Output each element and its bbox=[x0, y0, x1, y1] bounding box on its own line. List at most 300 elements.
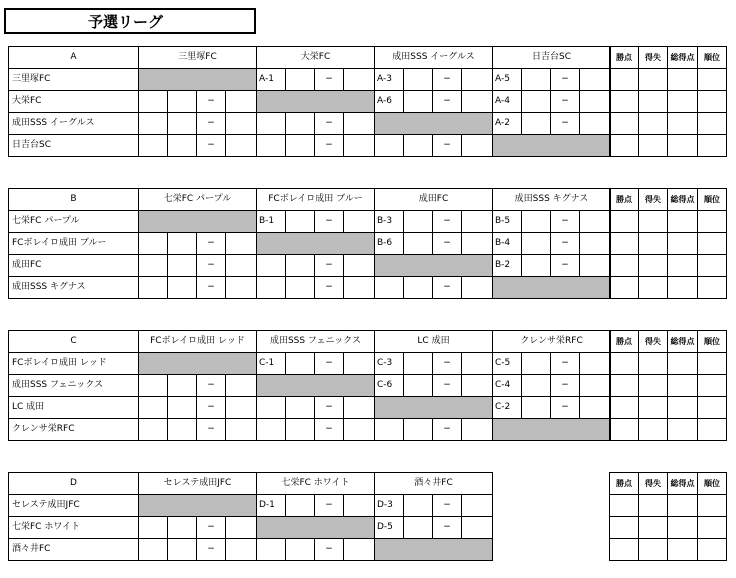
score-home-cell[interactable] bbox=[168, 397, 197, 419]
team-row bbox=[9, 211, 611, 233]
match-id: B-3 bbox=[375, 211, 404, 233]
group-label: B bbox=[9, 189, 139, 211]
column-team-header: 成田SSS イーグルス bbox=[375, 47, 493, 69]
score-separator: − bbox=[551, 233, 580, 255]
self-match-block bbox=[139, 211, 257, 233]
score-home-cell[interactable] bbox=[522, 375, 551, 397]
match-id: C-6 bbox=[375, 375, 404, 397]
score-separator: − bbox=[315, 69, 344, 91]
score-home-cell[interactable] bbox=[522, 69, 551, 91]
match-id bbox=[375, 277, 404, 299]
stats-cell[interactable] bbox=[668, 277, 698, 299]
row-team-name: クレンサ栄RFC bbox=[9, 419, 139, 441]
score-separator: − bbox=[315, 255, 344, 277]
match-id: A-4 bbox=[493, 91, 522, 113]
score-home-cell[interactable] bbox=[286, 255, 315, 277]
column-team-header: 大栄FC bbox=[257, 47, 375, 69]
score-away-cell[interactable] bbox=[226, 375, 257, 397]
stats-cell[interactable] bbox=[610, 353, 639, 375]
score-home-cell[interactable] bbox=[522, 255, 551, 277]
score-home-cell[interactable] bbox=[404, 277, 433, 299]
score-home-cell[interactable] bbox=[168, 135, 197, 157]
score-away-cell[interactable] bbox=[580, 211, 611, 233]
team-row bbox=[9, 419, 611, 441]
match-id bbox=[139, 517, 168, 539]
score-home-cell[interactable] bbox=[168, 113, 197, 135]
score-away-cell[interactable] bbox=[462, 91, 493, 113]
self-match-block bbox=[375, 113, 493, 135]
stats-cell[interactable] bbox=[610, 517, 639, 539]
match-id: C-2 bbox=[493, 397, 522, 419]
match-id bbox=[139, 397, 168, 419]
score-home-cell[interactable] bbox=[522, 353, 551, 375]
stats-cell[interactable] bbox=[668, 211, 698, 233]
column-team-header: クレンサ栄RFC bbox=[493, 331, 611, 353]
row-team-name: 七栄FC パープル bbox=[9, 211, 139, 233]
score-away-cell[interactable] bbox=[462, 233, 493, 255]
score-home-cell[interactable] bbox=[286, 539, 315, 561]
stats-cell[interactable] bbox=[668, 69, 698, 91]
group-table-a bbox=[8, 46, 611, 157]
score-separator: − bbox=[433, 495, 462, 517]
stats-cell[interactable] bbox=[610, 397, 639, 419]
row-team-name: 七栄FC ホワイト bbox=[9, 517, 139, 539]
score-home-cell[interactable] bbox=[168, 375, 197, 397]
match-id bbox=[139, 91, 168, 113]
stats-cell[interactable] bbox=[698, 375, 727, 397]
score-separator: − bbox=[315, 419, 344, 441]
team-row bbox=[9, 91, 611, 113]
stats-row bbox=[610, 277, 727, 299]
stats-row bbox=[610, 539, 727, 561]
score-away-cell[interactable] bbox=[580, 375, 611, 397]
score-away-cell[interactable] bbox=[226, 135, 257, 157]
row-team-name: 日吉台SC bbox=[9, 135, 139, 157]
score-away-cell[interactable] bbox=[580, 113, 611, 135]
self-match-block bbox=[375, 397, 493, 419]
stats-cell[interactable] bbox=[698, 495, 727, 517]
stats-header: 勝点 bbox=[610, 473, 639, 495]
stats-cell[interactable] bbox=[698, 353, 727, 375]
score-away-cell[interactable] bbox=[344, 69, 375, 91]
group-label: A bbox=[9, 47, 139, 69]
stats-header: 得失 bbox=[639, 47, 668, 69]
score-home-cell[interactable] bbox=[522, 113, 551, 135]
match-id: B-6 bbox=[375, 233, 404, 255]
score-home-cell[interactable] bbox=[286, 277, 315, 299]
score-separator: − bbox=[433, 211, 462, 233]
score-home-cell[interactable] bbox=[404, 135, 433, 157]
team-row bbox=[9, 517, 493, 539]
match-id bbox=[257, 277, 286, 299]
stats-table-c bbox=[609, 330, 727, 441]
score-away-cell[interactable] bbox=[462, 419, 493, 441]
score-separator: − bbox=[197, 255, 226, 277]
team-row bbox=[9, 135, 611, 157]
header-row bbox=[9, 189, 611, 211]
score-home-cell[interactable] bbox=[404, 69, 433, 91]
stats-cell[interactable] bbox=[610, 113, 639, 135]
stats-cell[interactable] bbox=[668, 375, 698, 397]
score-away-cell[interactable] bbox=[344, 277, 375, 299]
score-away-cell[interactable] bbox=[344, 419, 375, 441]
stats-cell[interactable] bbox=[698, 255, 727, 277]
score-home-cell[interactable] bbox=[168, 255, 197, 277]
team-row bbox=[9, 495, 493, 517]
score-away-cell[interactable] bbox=[226, 255, 257, 277]
stats-header: 総得点 bbox=[668, 473, 698, 495]
score-home-cell[interactable] bbox=[404, 91, 433, 113]
match-id bbox=[257, 419, 286, 441]
score-separator: − bbox=[315, 135, 344, 157]
score-away-cell[interactable] bbox=[462, 517, 493, 539]
score-away-cell[interactable] bbox=[344, 211, 375, 233]
score-separator: − bbox=[315, 211, 344, 233]
score-separator: − bbox=[551, 397, 580, 419]
column-team-header: 三里塚FC bbox=[139, 47, 257, 69]
stats-cell[interactable] bbox=[639, 135, 668, 157]
score-away-cell[interactable] bbox=[344, 113, 375, 135]
self-match-block bbox=[257, 91, 375, 113]
score-separator: − bbox=[315, 495, 344, 517]
stats-header: 得失 bbox=[639, 189, 668, 211]
score-home-cell[interactable] bbox=[286, 397, 315, 419]
match-id bbox=[375, 135, 404, 157]
self-match-block bbox=[493, 419, 611, 441]
stats-row bbox=[610, 495, 727, 517]
stats-row bbox=[610, 91, 727, 113]
score-separator: − bbox=[315, 397, 344, 419]
match-id bbox=[257, 255, 286, 277]
row-team-name: セレステ成田JFC bbox=[9, 495, 139, 517]
stats-cell[interactable] bbox=[610, 419, 639, 441]
score-home-cell[interactable] bbox=[168, 233, 197, 255]
score-separator: − bbox=[197, 233, 226, 255]
stats-row bbox=[610, 135, 727, 157]
stats-cell[interactable] bbox=[668, 353, 698, 375]
match-id bbox=[139, 277, 168, 299]
match-id: A-6 bbox=[375, 91, 404, 113]
stats-cell[interactable] bbox=[639, 419, 668, 441]
stats-cell[interactable] bbox=[698, 211, 727, 233]
score-home-cell[interactable] bbox=[168, 517, 197, 539]
score-away-cell[interactable] bbox=[226, 91, 257, 113]
stats-cell[interactable] bbox=[639, 397, 668, 419]
self-match-block bbox=[257, 233, 375, 255]
stats-cell[interactable] bbox=[668, 233, 698, 255]
column-team-header: 七栄FC パープル bbox=[139, 189, 257, 211]
score-separator: − bbox=[433, 233, 462, 255]
score-away-cell[interactable] bbox=[462, 375, 493, 397]
column-team-header: 成田SSS フェニックス bbox=[257, 331, 375, 353]
score-away-cell[interactable] bbox=[226, 397, 257, 419]
stats-cell[interactable] bbox=[639, 91, 668, 113]
match-id bbox=[139, 255, 168, 277]
column-team-header: LC 成田 bbox=[375, 331, 493, 353]
match-id bbox=[257, 135, 286, 157]
stats-cell[interactable] bbox=[668, 397, 698, 419]
score-home-cell[interactable] bbox=[522, 211, 551, 233]
team-row bbox=[9, 233, 611, 255]
score-away-cell[interactable] bbox=[580, 91, 611, 113]
score-home-cell[interactable] bbox=[404, 517, 433, 539]
page-title: 予選リーグ bbox=[4, 8, 256, 34]
score-separator: − bbox=[551, 211, 580, 233]
score-separator: − bbox=[551, 353, 580, 375]
score-separator: − bbox=[433, 135, 462, 157]
stats-cell[interactable] bbox=[668, 419, 698, 441]
score-separator: − bbox=[433, 69, 462, 91]
stats-cell[interactable] bbox=[668, 495, 698, 517]
stats-row bbox=[610, 353, 727, 375]
match-id bbox=[375, 419, 404, 441]
score-away-cell[interactable] bbox=[226, 277, 257, 299]
stats-cell[interactable] bbox=[639, 255, 668, 277]
score-separator: − bbox=[197, 91, 226, 113]
score-away-cell[interactable] bbox=[580, 353, 611, 375]
stats-cell[interactable] bbox=[610, 91, 639, 113]
team-row bbox=[9, 539, 493, 561]
stats-header-row bbox=[610, 473, 727, 495]
score-separator: − bbox=[197, 517, 226, 539]
score-home-cell[interactable] bbox=[286, 495, 315, 517]
score-home-cell[interactable] bbox=[168, 539, 197, 561]
score-separator: − bbox=[551, 113, 580, 135]
score-home-cell[interactable] bbox=[286, 113, 315, 135]
stats-cell[interactable] bbox=[698, 135, 727, 157]
stats-cell[interactable] bbox=[698, 539, 727, 561]
self-match-block bbox=[493, 135, 611, 157]
match-id bbox=[139, 233, 168, 255]
stats-cell[interactable] bbox=[639, 353, 668, 375]
stats-cell[interactable] bbox=[639, 113, 668, 135]
score-home-cell[interactable] bbox=[404, 419, 433, 441]
stats-table-a bbox=[609, 46, 727, 157]
stats-cell[interactable] bbox=[698, 517, 727, 539]
column-team-header: FCボレイロ成田 ブルー bbox=[257, 189, 375, 211]
score-separator: − bbox=[433, 277, 462, 299]
row-team-name: FCボレイロ成田 レッド bbox=[9, 353, 139, 375]
stats-cell[interactable] bbox=[639, 211, 668, 233]
match-id bbox=[257, 397, 286, 419]
match-id bbox=[257, 539, 286, 561]
match-id: D-1 bbox=[257, 495, 286, 517]
score-home-cell[interactable] bbox=[168, 277, 197, 299]
score-home-cell[interactable] bbox=[522, 397, 551, 419]
score-separator: − bbox=[197, 419, 226, 441]
match-id: C-3 bbox=[375, 353, 404, 375]
stats-cell[interactable] bbox=[610, 539, 639, 561]
stats-cell[interactable] bbox=[610, 375, 639, 397]
stats-table-d bbox=[609, 472, 727, 561]
match-id: A-1 bbox=[257, 69, 286, 91]
stats-cell[interactable] bbox=[698, 233, 727, 255]
stats-cell[interactable] bbox=[639, 233, 668, 255]
stats-cell[interactable] bbox=[639, 539, 668, 561]
stats-header: 勝点 bbox=[610, 331, 639, 353]
match-id bbox=[139, 539, 168, 561]
team-row bbox=[9, 375, 611, 397]
score-home-cell[interactable] bbox=[522, 91, 551, 113]
stats-cell[interactable] bbox=[639, 517, 668, 539]
score-away-cell[interactable] bbox=[580, 255, 611, 277]
group-table-c bbox=[8, 330, 611, 441]
score-home-cell[interactable] bbox=[404, 211, 433, 233]
stats-header-row bbox=[610, 331, 727, 353]
score-away-cell[interactable] bbox=[344, 539, 375, 561]
stats-row bbox=[610, 113, 727, 135]
match-id bbox=[139, 135, 168, 157]
score-away-cell[interactable] bbox=[462, 353, 493, 375]
score-away-cell[interactable] bbox=[580, 397, 611, 419]
header-row bbox=[9, 473, 493, 495]
stats-header: 勝点 bbox=[610, 47, 639, 69]
score-home-cell[interactable] bbox=[404, 495, 433, 517]
team-row bbox=[9, 353, 611, 375]
score-separator: − bbox=[551, 255, 580, 277]
match-id bbox=[257, 113, 286, 135]
match-id: A-2 bbox=[493, 113, 522, 135]
stats-row bbox=[610, 397, 727, 419]
stats-row bbox=[610, 375, 727, 397]
stats-cell[interactable] bbox=[698, 113, 727, 135]
match-id: D-5 bbox=[375, 517, 404, 539]
column-team-header: 成田FC bbox=[375, 189, 493, 211]
row-team-name: 大栄FC bbox=[9, 91, 139, 113]
stats-cell[interactable] bbox=[668, 91, 698, 113]
stats-header-row bbox=[610, 189, 727, 211]
match-id: B-1 bbox=[257, 211, 286, 233]
stats-cell[interactable] bbox=[668, 113, 698, 135]
stats-cell[interactable] bbox=[610, 211, 639, 233]
score-away-cell[interactable] bbox=[344, 135, 375, 157]
stats-header: 得失 bbox=[639, 331, 668, 353]
stats-cell[interactable] bbox=[610, 69, 639, 91]
score-separator: − bbox=[315, 353, 344, 375]
score-home-cell[interactable] bbox=[286, 211, 315, 233]
stats-cell[interactable] bbox=[639, 375, 668, 397]
row-team-name: 成田SSS フェニックス bbox=[9, 375, 139, 397]
stats-cell[interactable] bbox=[668, 517, 698, 539]
score-away-cell[interactable] bbox=[462, 211, 493, 233]
stats-cell[interactable] bbox=[698, 91, 727, 113]
stats-cell[interactable] bbox=[610, 135, 639, 157]
score-separator: − bbox=[197, 113, 226, 135]
row-team-name: 成田SSS イーグルス bbox=[9, 113, 139, 135]
score-away-cell[interactable] bbox=[344, 397, 375, 419]
score-away-cell[interactable] bbox=[462, 277, 493, 299]
score-separator: − bbox=[433, 353, 462, 375]
group-table-b bbox=[8, 188, 611, 299]
row-team-name: 酒々井FC bbox=[9, 539, 139, 561]
match-id bbox=[139, 375, 168, 397]
score-away-cell[interactable] bbox=[226, 233, 257, 255]
score-home-cell[interactable] bbox=[168, 91, 197, 113]
score-away-cell[interactable] bbox=[344, 495, 375, 517]
score-away-cell[interactable] bbox=[462, 135, 493, 157]
row-team-name: LC 成田 bbox=[9, 397, 139, 419]
row-team-name: 成田FC bbox=[9, 255, 139, 277]
stats-header: 順位 bbox=[698, 189, 727, 211]
score-separator: − bbox=[433, 517, 462, 539]
score-home-cell[interactable] bbox=[404, 233, 433, 255]
stats-cell[interactable] bbox=[610, 277, 639, 299]
self-match-block bbox=[375, 255, 493, 277]
score-away-cell[interactable] bbox=[462, 495, 493, 517]
team-row bbox=[9, 69, 611, 91]
self-match-block bbox=[257, 375, 375, 397]
score-home-cell[interactable] bbox=[404, 375, 433, 397]
score-home-cell[interactable] bbox=[286, 69, 315, 91]
column-team-header: 成田SSS キグナス bbox=[493, 189, 611, 211]
stats-row bbox=[610, 517, 727, 539]
score-home-cell[interactable] bbox=[522, 233, 551, 255]
stats-cell[interactable] bbox=[668, 135, 698, 157]
score-away-cell[interactable] bbox=[226, 113, 257, 135]
score-home-cell[interactable] bbox=[168, 419, 197, 441]
self-match-block bbox=[257, 517, 375, 539]
score-separator: − bbox=[551, 375, 580, 397]
score-separator: − bbox=[433, 91, 462, 113]
stats-header: 得失 bbox=[639, 473, 668, 495]
stats-header: 順位 bbox=[698, 47, 727, 69]
group-label: D bbox=[9, 473, 139, 495]
score-away-cell[interactable] bbox=[344, 255, 375, 277]
stats-cell[interactable] bbox=[668, 539, 698, 561]
match-id: D-3 bbox=[375, 495, 404, 517]
stats-header-row bbox=[610, 47, 727, 69]
group-table-d bbox=[8, 472, 493, 561]
row-team-name: 成田SSS キグナス bbox=[9, 277, 139, 299]
score-away-cell[interactable] bbox=[226, 517, 257, 539]
stats-header: 総得点 bbox=[668, 189, 698, 211]
stats-cell[interactable] bbox=[698, 419, 727, 441]
stats-cell[interactable] bbox=[610, 233, 639, 255]
stats-cell[interactable] bbox=[698, 69, 727, 91]
stats-cell[interactable] bbox=[639, 495, 668, 517]
header-row bbox=[9, 331, 611, 353]
score-home-cell[interactable] bbox=[404, 353, 433, 375]
match-id bbox=[139, 419, 168, 441]
score-home-cell[interactable] bbox=[286, 353, 315, 375]
score-separator: − bbox=[197, 397, 226, 419]
score-away-cell[interactable] bbox=[462, 69, 493, 91]
stats-header: 勝点 bbox=[610, 189, 639, 211]
score-away-cell[interactable] bbox=[580, 233, 611, 255]
score-home-cell[interactable] bbox=[286, 419, 315, 441]
stats-cell[interactable] bbox=[698, 277, 727, 299]
stats-row bbox=[610, 255, 727, 277]
team-row bbox=[9, 255, 611, 277]
stats-cell[interactable] bbox=[639, 69, 668, 91]
match-id: A-5 bbox=[493, 69, 522, 91]
score-away-cell[interactable] bbox=[344, 353, 375, 375]
score-away-cell[interactable] bbox=[226, 419, 257, 441]
stats-cell[interactable] bbox=[639, 277, 668, 299]
stats-cell[interactable] bbox=[668, 255, 698, 277]
header-row bbox=[9, 47, 611, 69]
stats-cell[interactable] bbox=[698, 397, 727, 419]
stats-cell[interactable] bbox=[610, 495, 639, 517]
score-away-cell[interactable] bbox=[580, 69, 611, 91]
stats-row bbox=[610, 211, 727, 233]
stats-cell[interactable] bbox=[610, 255, 639, 277]
score-separator: − bbox=[315, 113, 344, 135]
score-home-cell[interactable] bbox=[286, 135, 315, 157]
team-row bbox=[9, 113, 611, 135]
row-team-name: FCボレイロ成田 ブルー bbox=[9, 233, 139, 255]
score-away-cell[interactable] bbox=[226, 539, 257, 561]
